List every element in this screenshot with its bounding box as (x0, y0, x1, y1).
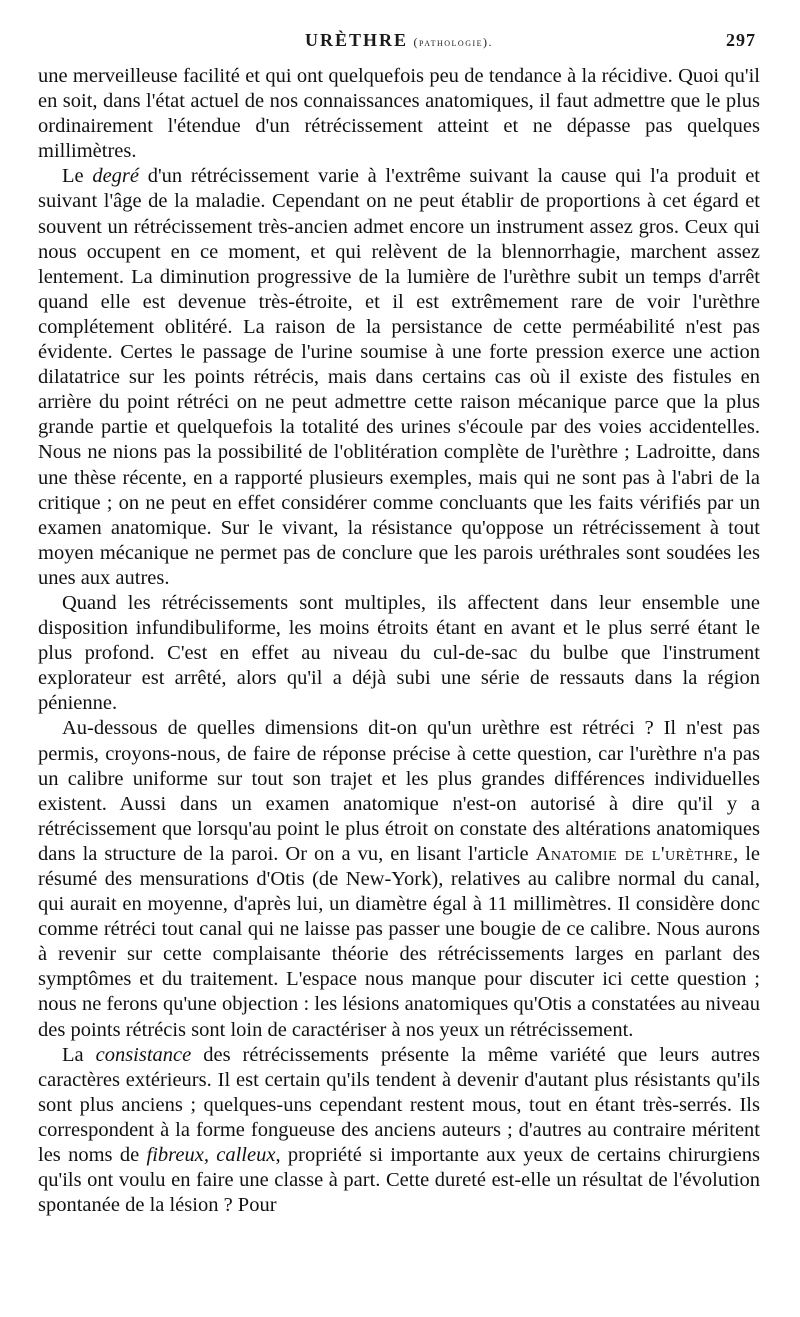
header-title: URÈTHRE (304, 30, 408, 50)
text-segment: une merveilleuse facilité et qui ont quelquefois peu de tendance à la récidive. Quoi qu'il en soit, dans l'état actuel de nos connaissances anatomiques, il faut admettre que le plus ordinairement l'étendue d'un rétrécissement atteint et ne dépasse pas quelques millimètres. (38, 65, 760, 163)
text-segment: La (62, 1043, 96, 1066)
body-text (38, 64, 760, 1218)
text-segment: Le (62, 165, 93, 188)
page-number: 297 (726, 30, 756, 50)
running-header (38, 30, 760, 64)
cross-reference: Anatomie de l'urèthre (535, 842, 734, 865)
paragraph (38, 1043, 760, 1219)
text-segment: d'un rétrécissement varie à l'extrême suivant la cause qui l'a produit et suivant l'âge de la maladie. Cependant on ne peut établir de proportions à cet égard et souvent un rétrécissement très-ancien admet encore un instrument assez gros. Ceux qui nous occupent en ce moment, et qui relèvent de la blennorrhagie, marchent assez lentement. La diminution progressive de la lumière de l'urèthre subit un temps d'arrêt quand elle est devenue très-étroite, et il est extrêmement rare de voir l'urèthre complétement oblitéré. La raison de la persistance de cette perméabilité n'est pas évidente. Certes le passage de l'urine soumise à une forte pression exerce une action dilatatrice sur les points rétrécis, mais dans certains cas où il existe des fistules en arrière du point rétréci on ne peut admettre cette raison mécanique parce que la plus grande partie et quelquefois la totalité des urines s'écoule par des voies accidentelles. Nous ne nions pas la possibilité de l'oblitération complète de l'urèthre ; Ladroitte, dans une thèse récente, en a rapporté plusieurs exemples, mais qui ne sont pas à l'abri de la critique ; on ne peut en effet considérer comme concluants que les faits vérifiés par un examen anatomique. Sur le vivant, la résistance qu'oppose un rétrécissement à tout moyen mécanique ne permet pas de conclure que les parois uréthrales sont soudées les unes aux autres. (38, 165, 760, 589)
paragraph (38, 716, 760, 1042)
paragraph (38, 164, 760, 591)
text-segment: Au-dessous de quelles dimensions dit-on qu'un urèthre est rétréci ? Il n'est pas permis, croyons-nous, de faire de réponse précise à cette question, car l'urèthre n'a pas un calibre uniforme sur tout son trajet et les plus grandes différences individuelles existent. Aussi dans un examen anatomique n'est-on autorisé à dire qu'il y a rétrécissement que lorsqu'au point le plus étroit on constate des altérations anatomiques dans la structure de la paroi. Or on a vu, en lisant l'article (38, 717, 760, 865)
text-segment: Quand les rétrécissements sont multiples, ils affectent dans leur ensemble une disposition infundibuliforme, les moins étroits étant en avant et le plus serré étant le plus profond. C'est en effet au niveau du cul-de-sac du bulbe que l'instrument explorateur est arrêté, alors qu'il a déjà subi une série de ressauts dans la région pénienne. (38, 591, 760, 715)
text-segment: , propriété si importante aux yeux de certains chirurgiens qu'ils ont voulu en faire une classe à part. Cette dureté est-elle un résultat de l'évolution spontanée de la lésion ? Pour (38, 1144, 761, 1217)
italic-term: consistance (95, 1043, 192, 1066)
text-segment: , le résumé des mensurations d'Otis (de New-York), relatives au calibre normal du canal, qui aurait en moyenne, d'après lui, un diamètre égal à 11 millimètres. Il considère donc comme rétréci tout canal qui ne laisse pas passer une bougie de ce calibre. Nous aurons à revenir sur cette complaisante théorie des rétrécissements larges en parlant des symptômes et du traitement. L'espace nous manque pour discuter ici cette question ; nous ne ferons qu'une objection : les lésions anatomiques qu'Otis a constatées au niveau des points rétrécis sont loin de caractériser à nos yeux un rétrécissement. (38, 842, 761, 1041)
italic-term: fibreux, calleux (146, 1144, 276, 1167)
text-segment: des rétrécissements présente la même variété que leurs autres caractères extérieurs. Il est certain qu'ils tendent à devenir d'autant plus résistants qu'ils sont plus anciens ; quelques-uns cependant restent mous, tout en étant très-serrés. Ils correspondent à la forme fongueuse des anciens auteurs ; d'autres au contraire méritent les noms de (38, 1043, 760, 1167)
header-subtitle: (pathologie). (413, 35, 494, 49)
paragraph (38, 591, 760, 716)
paragraph (38, 64, 760, 164)
italic-term: degré (92, 165, 140, 188)
